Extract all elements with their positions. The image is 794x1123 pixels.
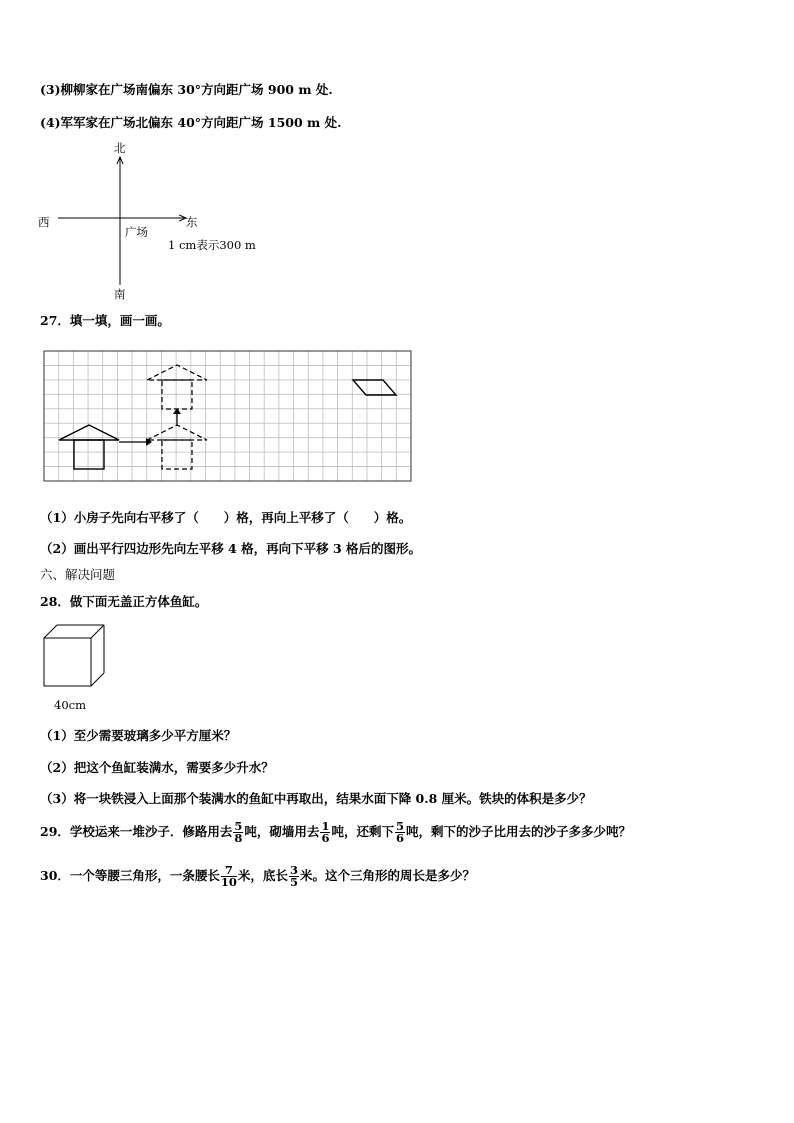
q30-frac1-num: 7 [221, 865, 237, 877]
west-label: 西 [38, 215, 50, 229]
q30-frac2-den: 5 [289, 875, 298, 889]
q29-frac3-num: 5 [395, 819, 404, 833]
q27-title: 27．填一填，画一画。 [40, 313, 170, 328]
q30-fraction-1 [221, 865, 237, 888]
plaza-label: 广场 [125, 225, 148, 239]
q29-fraction-2 [320, 821, 330, 844]
scale-label: 1 cm表示300 m [168, 238, 256, 252]
cube-edge-label: 40cm [54, 698, 86, 712]
q26-item-3: (3)柳柳家在广场南偏东 30°方向距广场 900 m 处. [40, 82, 333, 97]
q27-sub-1: （1）小房子先向右平移了（ ）格，再向上平移了（ ）格。 [40, 510, 412, 525]
q29-text-3: 吨，还剩下 [331, 824, 394, 839]
q30-text-2: 米，底长 [237, 868, 288, 883]
q29-frac2-num: 1 [321, 819, 330, 833]
q30-fraction-2 [289, 865, 299, 888]
q29-fraction-3 [395, 821, 405, 844]
q30-text-1: 30．一个等腰三角形，一条腰长 [40, 868, 220, 883]
q29-text-1: 29．学校运来一堆沙子．修路用去 [40, 824, 233, 839]
q29-frac2-den: 6 [321, 831, 330, 845]
q28-sub-1: （1）至少需要玻璃多少平方厘米？ [40, 728, 237, 743]
q27-sub-2: （2）画出平行四边形先向左平移 4 格，再向下平移 3 格后的图形。 [40, 541, 422, 556]
q28-sub-2: （2）把这个鱼缸装满水，需要多少升水？ [40, 760, 274, 775]
q30 [40, 862, 475, 890]
q30-text-3: 米。这个三角形的周长是多少？ [299, 868, 475, 883]
q29-frac1-den: 8 [234, 831, 243, 845]
q30-frac2-num: 3 [289, 863, 298, 877]
q30-frac1-den: 10 [220, 875, 237, 889]
q29-text-2: 吨，砌墙用去 [244, 824, 320, 839]
q26-item-4: (4)军军家在广场北偏东 40°方向距广场 1500 m 处. [40, 115, 342, 130]
north-label: 北 [114, 141, 126, 155]
q28-title: 28．做下面无盖正方体鱼缸。 [40, 594, 208, 609]
q29-frac1-num: 5 [234, 819, 243, 833]
q29-text-4: 吨，剩下的沙子比用去的沙子多多少吨？ [405, 824, 631, 839]
q29 [40, 818, 631, 846]
q29-frac3-den: 6 [395, 831, 404, 845]
south-label: 南 [114, 287, 126, 301]
q29-fraction-1 [233, 821, 243, 844]
q28-sub-3: （3）将一块铁浸入上面那个装满水的鱼缸中再取出，结果水面下降 0.8 厘米。铁块的体积是多少？ [40, 791, 592, 806]
section-heading: 六、解决问题 [40, 567, 116, 582]
cube-front-face [44, 638, 91, 686]
east-label: 东 [186, 215, 198, 229]
